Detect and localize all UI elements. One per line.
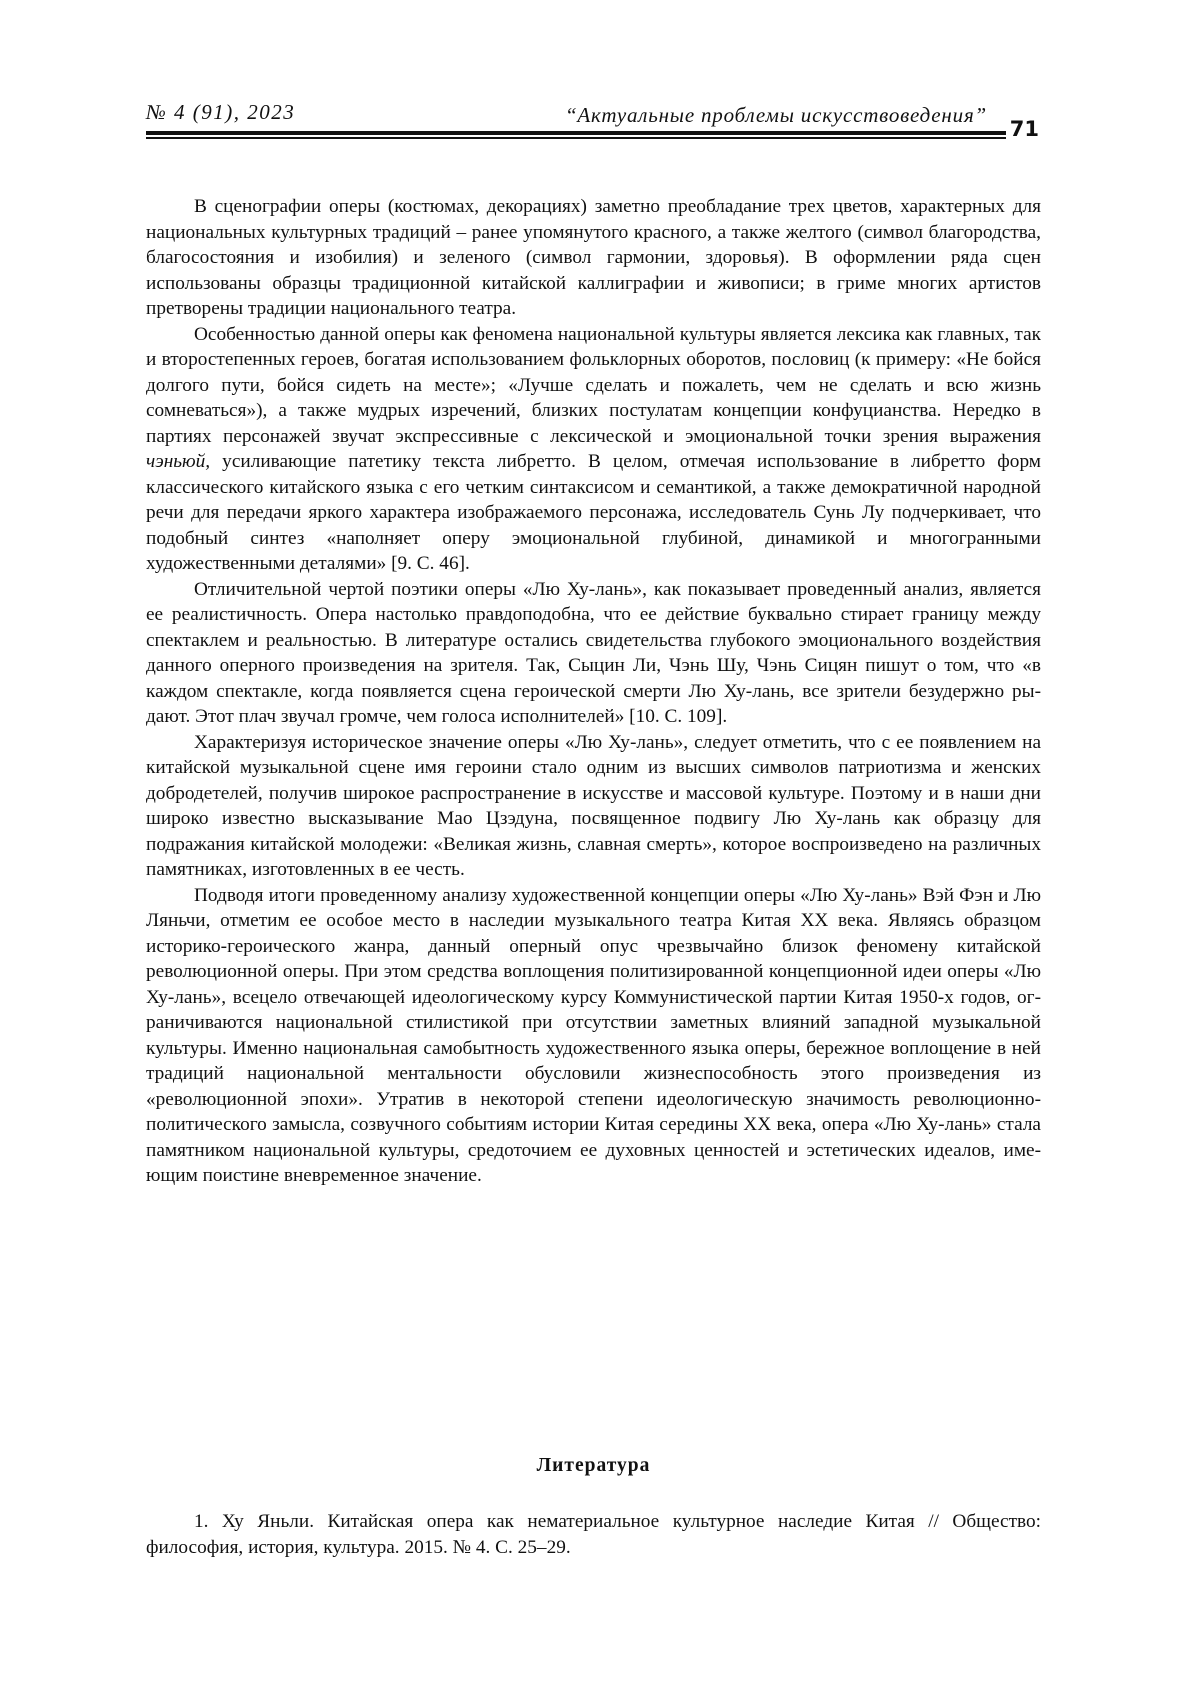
article-body [146, 194, 1041, 1189]
header-rule-thick [146, 131, 1006, 135]
paragraph-2 [146, 322, 1041, 577]
paragraph-1: В сценографии оперы (костюмах, декорациях) заметно преобладание трех цветов, характерных для национальных культурных традиций – ранее упомянутого красного, а также желтого (символ благородства, благосостояния и изобилия) и зеленого (символ гармонии, здоровья). В оформлении ряда сцен использованы образцы традиционной ки­тайской каллиграфии и живописи; в гриме многих артистов претворены традиции наци­онального театра. [146, 194, 1041, 322]
paragraph-4: Характеризуя историческое значение оперы «Лю Ху-лань», следует отметить, что с ее появлением на китайской музыкальной сцене имя героини стало одним из высших символов патриотизма и женских добродетелей, получив широкое распространение в искусстве и массовой культуре. Поэтому и в наши дни широко известно высказывание Мао Цзэдуна, посвященное подвигу Лю Ху-лань как образцу для подражания китайской молодежи: «Великая жизнь, славная смерть», которое воспроизведено на различных па­мятниках, изготовленных в ее честь. [146, 730, 1041, 883]
reference-item-1: 1. Ху Яньли. Китайская опера как нематериальное культурное наследие Китая // Общество: философия, история, культура. 2015. № 4. С. 25–29. [146, 1509, 1041, 1560]
paragraph-2-text-a: Особенностью данной оперы как феномена национальной культуры является лек­сика как главных, так и второстепенных героев, богатая использованием фольклорных оборотов, пословиц (к примеру: «Не бойся долгого пути, бойся сидеть на месте»; «Луч­ше сделать и пожалеть, чем не сделать и всю жизнь сомневаться»), а также мудрых изречений, близких постулатам концепции конфуцианства. Нередко в партиях персона­жей звучат экспрессивные с лексической и эмоциональной точки зрения выражения [146, 324, 1041, 447]
paragraph-2-italic-term: чэньюй, [146, 451, 210, 472]
paragraph-2-text-b: усиливающие патетику текста либретто. В целом, отмечая использование в либ­ретто форм классического китайского языка с его четким синтаксисом и семантикой, а также демократичной народной речи для передачи яркого характера изображаемого персонажа, исследователь Сунь Лу подчеркивает, что подобный синтез «наполняет оперу эмоциональной глубиной, динамикой и многогранными художественными деталями» [9. С. 46]. [146, 451, 1041, 574]
paragraph-5: Подводя итоги проведенному анализу художественной концепции оперы «Лю Ху-лань» Вэй Фэн и Лю Ляньчи, отметим ее особое место в наследии музыкального театра Китая XX века. Являясь образцом историко-героического жанра, данный опер­ный опус чрезвычайно близок феномену китайской революционной оперы. При этом сред­ства воплощения политизированной концепционной идеи оперы «Лю Ху-лань», всецело отвечающей идеологическому курсу Коммунистической партии Китая 1950-х годов, ог­раничиваются национальной стилистикой при отсутствии заметных влияний западной музыкальной культуры. Именно национальная самобытность художественного языка опе­ры, бережное воплощение в ней традиций национальной ментальности обусловили жиз­неспособность этого произведения из «революционной эпохи». Утратив в некоторой сте­пени идеологическую значимость революционно-политического замысла, созвучного со­бытиям истории Китая середины XX века, опера «Лю Ху-лань» стала памятником на­циональной культуры, средоточием ее духовных ценностей и эстетических идеалов, име­ющим поистине вневременное значение. [146, 883, 1041, 1189]
references-heading: Литература [146, 1455, 1041, 1477]
journal-title: “Актуальные проблемы искусствоведения” [565, 103, 987, 128]
journal-page [0, 0, 1200, 1698]
paragraph-3: Отличительной чертой поэтики оперы «Лю Ху-лань», как показывает проведенный анализ, является ее реалистичность. Опера настолько правдоподобна, что ее действие буквально стирает границу между спектаклем и реальностью. В литературе остались свидетельства глубокого эмоционального воздействия данного оперного произведения на зрителя. Так, Сыцин Ли, Чэнь Шу, Чэнь Сицян пишут о том, что «в каждом спектакле, когда появляется сцена героической смерти Лю Ху-лань, все зрители безудержно ры­дают. Этот плач звучал громче, чем голоса исполнителей» [10. С. 109]. [146, 577, 1041, 730]
references-list [146, 1509, 1041, 1560]
header-rule-thin [146, 137, 1006, 139]
page-number: 71 [1010, 117, 1039, 141]
issue-label: № 4 (91), 2023 [146, 100, 295, 125]
